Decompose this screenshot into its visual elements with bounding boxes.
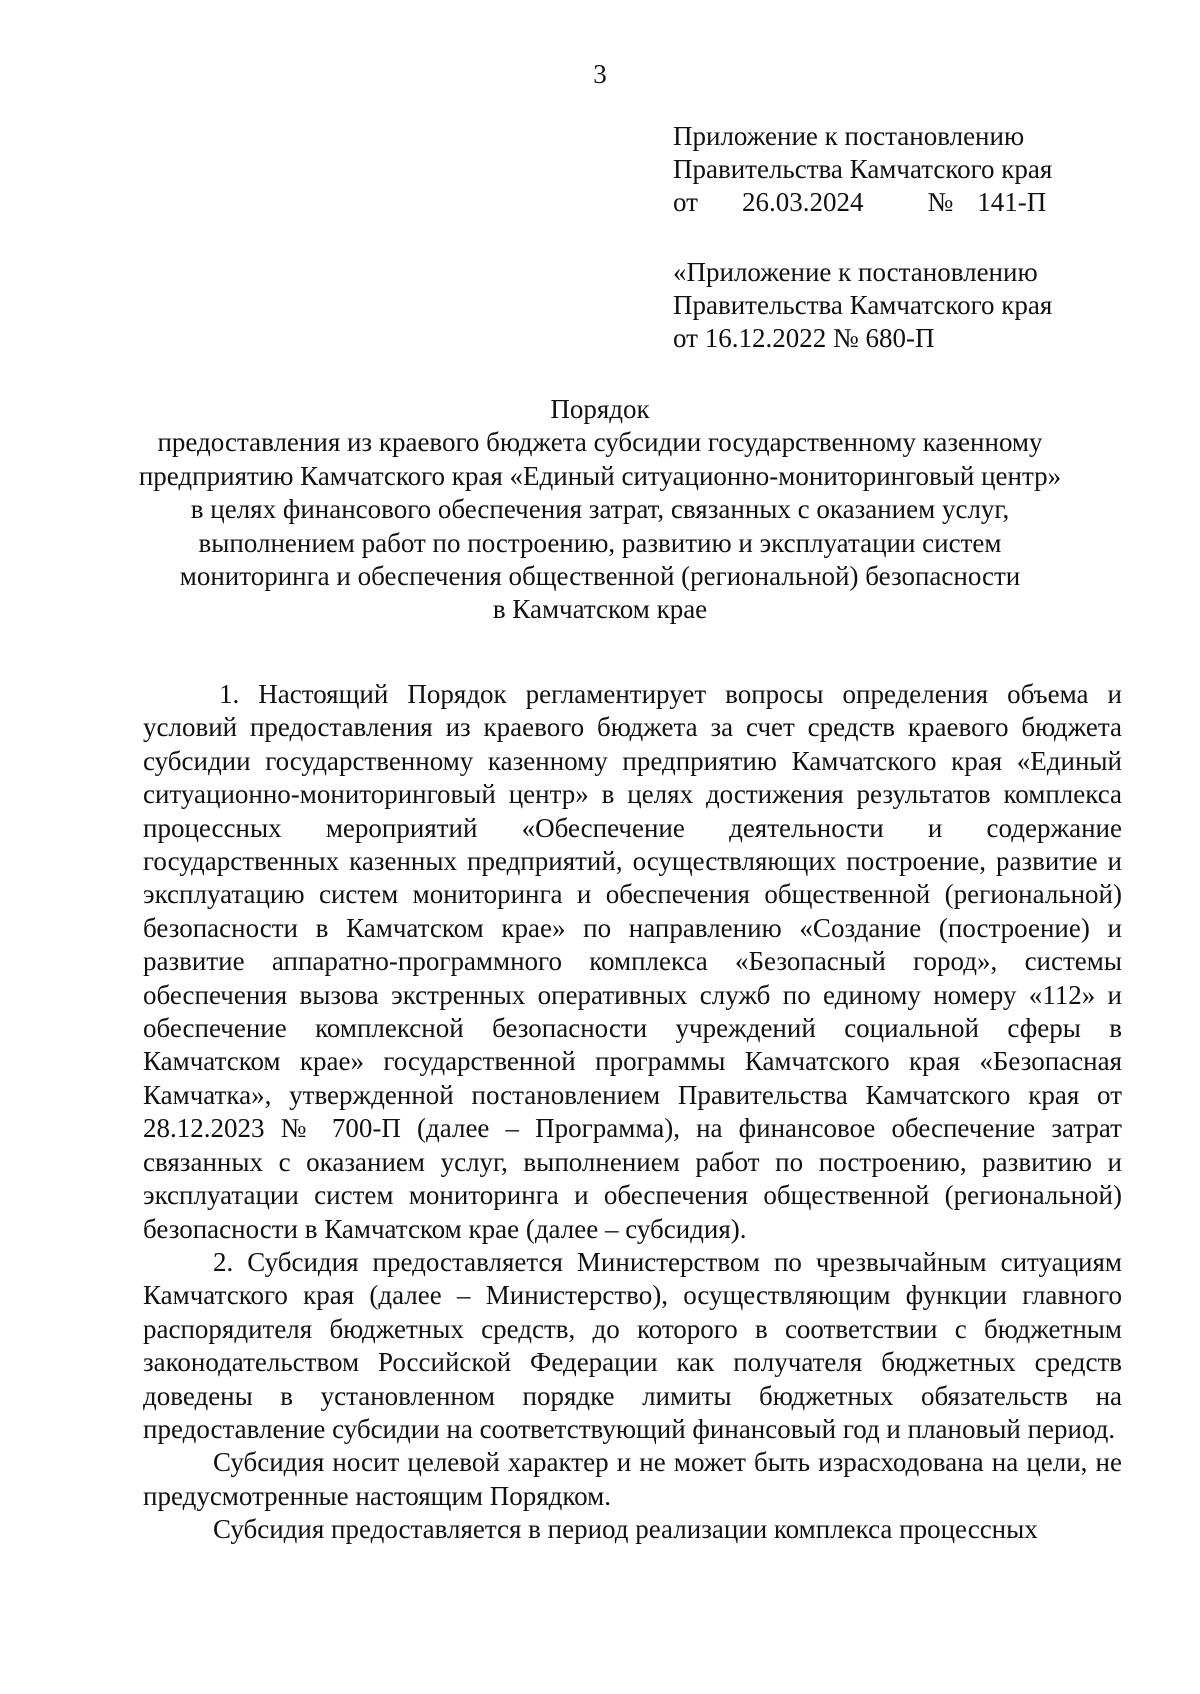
title-line: предприятию Камчатского края «Единый ситуационно-мониторинговый центр» [138, 460, 1062, 491]
title-line: мониторинга и обеспечения общественной (региональной) безопасности [179, 561, 1021, 592]
document-body [143, 678, 1122, 1547]
paragraph-1: 1. Настоящий Порядок регламентирует вопросы определения объема и условий предоставления из краевого бюджета за счет средств краевого бюджета субсидии государственному казенному предприятию Камчатского края «Единый ситуационно-мониторинговый центр» в целях достижения результатов комплекса процессных мероприятий «Обеспечение деятельности и содержание государственных казенных предприятий, осуществляющих построение, развитие и эксплуатацию систем мониторинга и обеспечения общественной (региональной) безопасности в Камчатском крае» по направлению «Создание (построение) и развитие аппаратно-программного комплекса «Безопасный город», системы обеспечения вызова экстренных оперативных служб по единому номеру «112» и обеспечение комплексной безопасности учреждений социальной сферы в Камчатском крае» государственной программы Камчатского края «Безопасная Камчатка», утвержденной постановлением Правительства Камчатского края от 28.12.2023 № 700-П (далее – Программа), на финансовое обеспечение затрат связанных с оказанием услуг, выполнением работ по построению, развитию и эксплуатации систем мониторинга и обеспечения общественной (региональной) безопасности в Камчатском крае (далее – субсидия). [143, 679, 1122, 1244]
paragraph-4: Субсидия предоставляется в период реализации комплекса процессных [213, 1514, 1038, 1545]
appendix-current-block [673, 120, 1052, 219]
document-title [100, 393, 1100, 627]
title-line: выполнением работ по построению, развитию и эксплуатации систем [198, 527, 1002, 558]
appendix-previous-block [673, 256, 1052, 355]
appendix-current-line-3 [673, 186, 1052, 219]
page-number: 3 [593, 59, 607, 89]
appendix-previous-line-1: «Приложение к постановлению [673, 257, 1038, 287]
title-line: в Камчатском крае [492, 594, 708, 625]
appendix-current-line-2: Правительства Камчатского края [673, 154, 1053, 184]
appendix-previous-line-3: от 16.12.2022 № 680-П [673, 323, 935, 353]
from-label: от [673, 187, 698, 217]
resolution-number: 141-П [977, 187, 1047, 217]
title-line: в целях финансового обеспечения затрат, связанных с оказанием услуг, [190, 494, 1010, 525]
number-label: № [927, 187, 954, 217]
appendix-previous-line-2: Правительства Камчатского края [673, 290, 1053, 320]
resolution-date: 26.03.2024 [741, 187, 864, 217]
paragraph-2: 2. Субсидия предоставляется Министерством по чрезвычайным ситуациям Камчатского края (далее – Министерство), осуществляющим функции главного распорядителя бюджетных средств, до которого в соответствии с бюджетным законодательством Российской Федерации как получателя бюджетных средств доведены в установленном порядке лимиты бюджетных обязательств на предоставление субсидии на соответствующий финансовый год и плановый период. [143, 1246, 1122, 1444]
appendix-current-line-1: Приложение к постановлению [673, 121, 1025, 151]
title-line: предоставления из краевого бюджета субсидии государственному казенному [157, 427, 1043, 458]
paragraph-3: Субсидия носит целевой характер и не может быть израсходована на цели, не предусмотренные настоящим Порядком. [143, 1447, 1122, 1511]
title-heading: Порядок [550, 394, 650, 424]
